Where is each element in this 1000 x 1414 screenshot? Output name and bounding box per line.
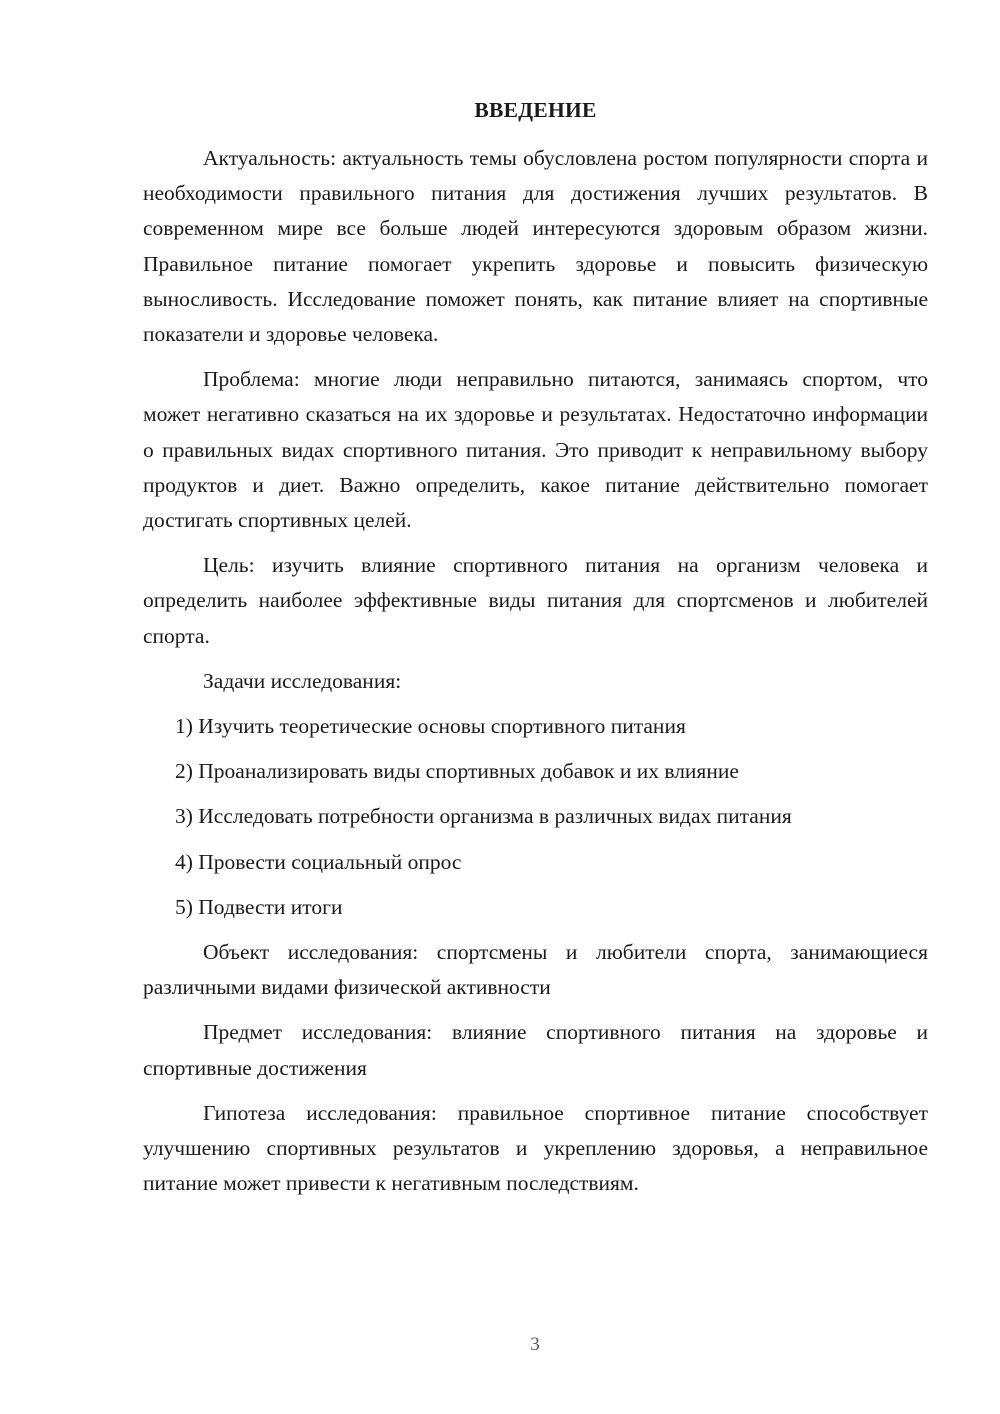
paragraph-object: Объект исследования: спортсмены и любители спорта, занимающиеся различными видами физической активности: [143, 940, 928, 1000]
paragraph-problem: Проблема: многие люди неправильно питаются, занимаясь спортом, что может негативно сказаться на их здоровье и результатах. Недостаточно информации о правильных видах спортивного питания. Это приводит к неправильному выбору продуктов и диет. Важно определить, какое питание действительно помогает достигать спортивных целей.: [143, 367, 928, 533]
page-title: ВВЕДЕНИЕ: [474, 98, 597, 122]
task-list: [143, 709, 928, 925]
paragraph-goal: Цель: изучить влияние спортивного питания на организм человека и определить наиболее эффективные виды питания для спортсменов и любителей спорта.: [143, 553, 928, 648]
list-item: 5) Подвести итоги: [175, 894, 343, 919]
page-number: 3: [530, 1334, 540, 1355]
list-item: 2) Проанализировать виды спортивных добавок и их влияние: [175, 759, 739, 784]
list-item: 4) Провести социальный опрос: [175, 849, 462, 874]
paragraph-hypothesis: Гипотеза исследования: правильное спортивное питание способствует улучшению спортивных результатов и укреплению здоровья, а неправильное питание может привести к негативным последствиям.: [143, 1100, 928, 1196]
page-content: [143, 95, 928, 1201]
list-item: 3) Исследовать потребности организма в различных видах питания: [175, 804, 792, 829]
list-item: 1) Изучить теоретические основы спортивного питания: [175, 714, 686, 739]
paragraph-subject: Предмет исследования: влияние спортивного питания на здоровье и спортивные достижения: [143, 1020, 928, 1080]
tasks-heading: Задачи исследования:: [203, 668, 402, 693]
paragraph-relevance: Актуальность: актуальность темы обусловлена ростом популярности спорта и необходимости правильного питания для достижения лучших результатов. В современном мире все больше людей интересуются здоровым образом жизни. Правильное питание помогает укрепить здоровье и повысить физическую выносливость. Исследование поможет понять, как питание влияет на спортивные показатели и здоровье человека.: [143, 146, 928, 347]
